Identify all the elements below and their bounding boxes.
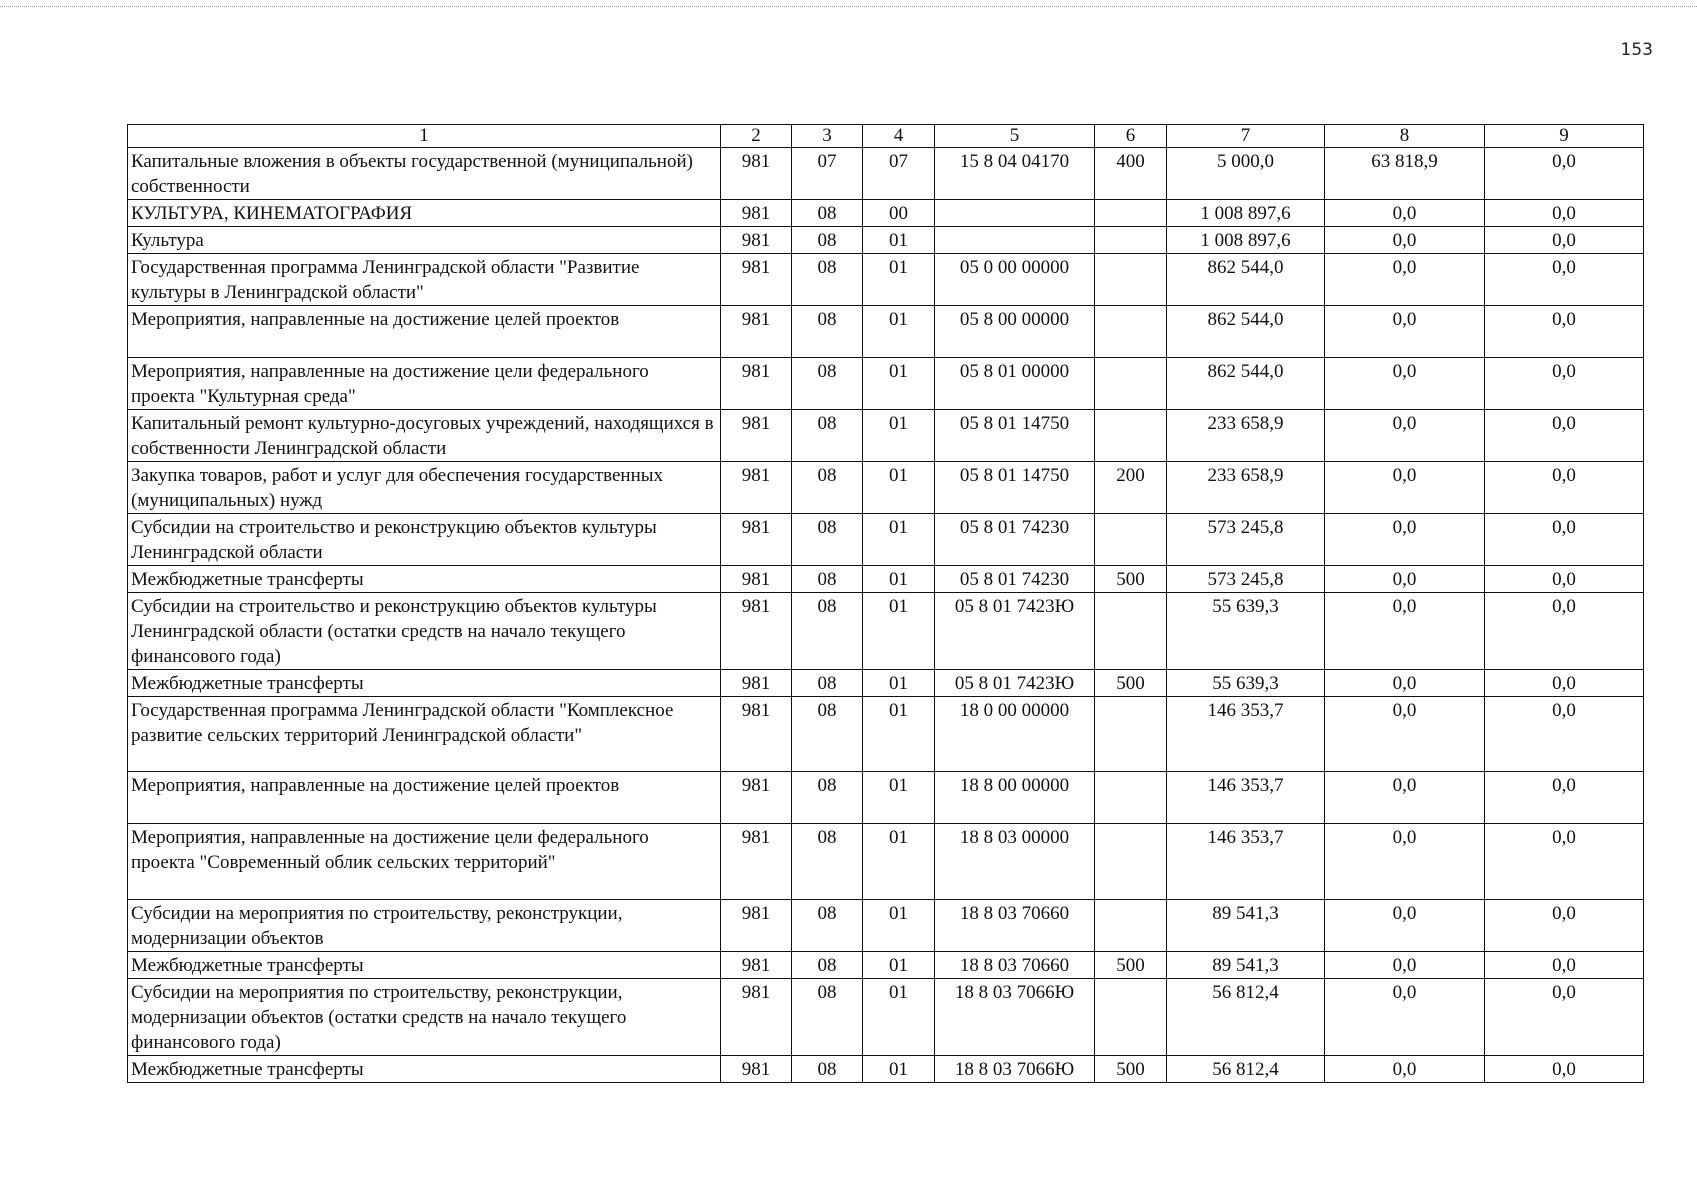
cell-ministry: 981 <box>721 306 792 358</box>
column-header: 5 <box>935 125 1095 148</box>
cell-amount-7: 146 353,7 <box>1167 697 1325 772</box>
cell-amount-8: 0,0 <box>1325 227 1485 254</box>
column-header: 8 <box>1325 125 1485 148</box>
cell-section: 08 <box>792 1056 863 1083</box>
column-header: 7 <box>1167 125 1325 148</box>
cell-expense-type <box>1095 358 1167 410</box>
cell-amount-7: 56 812,4 <box>1167 979 1325 1056</box>
cell-amount-8: 63 818,9 <box>1325 148 1485 200</box>
cell-subsection: 07 <box>863 148 935 200</box>
cell-subsection: 01 <box>863 824 935 900</box>
cell-target-article: 05 8 01 74230 <box>935 566 1095 593</box>
cell-subsection: 01 <box>863 462 935 514</box>
cell-amount-9: 0,0 <box>1485 670 1644 697</box>
row-name: Межбюджетные трансферты <box>128 670 721 697</box>
cell-expense-type: 500 <box>1095 670 1167 697</box>
cell-section: 07 <box>792 148 863 200</box>
cell-subsection: 01 <box>863 772 935 824</box>
cell-amount-9: 0,0 <box>1485 462 1644 514</box>
cell-expense-type <box>1095 824 1167 900</box>
cell-amount-9: 0,0 <box>1485 358 1644 410</box>
cell-expense-type <box>1095 772 1167 824</box>
cell-subsection: 01 <box>863 306 935 358</box>
table-row <box>128 254 1644 306</box>
cell-section: 08 <box>792 566 863 593</box>
cell-amount-9: 0,0 <box>1485 593 1644 670</box>
row-name: КУЛЬТУРА, КИНЕМАТОГРАФИЯ <box>128 200 721 227</box>
table-row <box>128 824 1644 900</box>
row-name: Капитальные вложения в объекты государственной (муниципальной) собственности <box>128 148 721 200</box>
cell-subsection: 01 <box>863 254 935 306</box>
cell-amount-9: 0,0 <box>1485 900 1644 952</box>
cell-subsection: 01 <box>863 410 935 462</box>
cell-expense-type: 500 <box>1095 566 1167 593</box>
row-name: Мероприятия, направленные на достижение целей проектов <box>128 306 721 358</box>
table-row <box>128 979 1644 1056</box>
cell-amount-8: 0,0 <box>1325 358 1485 410</box>
cell-amount-9: 0,0 <box>1485 952 1644 979</box>
column-header: 3 <box>792 125 863 148</box>
cell-amount-7: 56 812,4 <box>1167 1056 1325 1083</box>
cell-target-article: 18 8 03 00000 <box>935 824 1095 900</box>
cell-target-article: 18 8 03 70660 <box>935 900 1095 952</box>
cell-subsection: 01 <box>863 900 935 952</box>
cell-ministry: 981 <box>721 593 792 670</box>
cell-expense-type <box>1095 227 1167 254</box>
table-row <box>128 566 1644 593</box>
cell-expense-type: 200 <box>1095 462 1167 514</box>
cell-amount-7: 89 541,3 <box>1167 952 1325 979</box>
cell-ministry: 981 <box>721 200 792 227</box>
cell-amount-9: 0,0 <box>1485 410 1644 462</box>
cell-expense-type <box>1095 200 1167 227</box>
cell-target-article: 18 8 03 7066Ю <box>935 979 1095 1056</box>
cell-subsection: 01 <box>863 514 935 566</box>
cell-ministry: 981 <box>721 514 792 566</box>
cell-section: 08 <box>792 462 863 514</box>
cell-ministry: 981 <box>721 148 792 200</box>
row-name: Мероприятия, направленные на достижение целей проектов <box>128 772 721 824</box>
table-row <box>128 306 1644 358</box>
cell-subsection: 01 <box>863 979 935 1056</box>
cell-target-article: 05 8 01 74230 <box>935 514 1095 566</box>
cell-expense-type <box>1095 410 1167 462</box>
cell-amount-9: 0,0 <box>1485 772 1644 824</box>
cell-target-article: 18 8 03 7066Ю <box>935 1056 1095 1083</box>
cell-amount-8: 0,0 <box>1325 306 1485 358</box>
table-row <box>128 900 1644 952</box>
cell-target-article: 05 8 01 14750 <box>935 410 1095 462</box>
cell-expense-type <box>1095 514 1167 566</box>
cell-amount-8: 0,0 <box>1325 979 1485 1056</box>
row-name: Государственная программа Ленинградской области "Развитие культуры в Ленинградской области" <box>128 254 721 306</box>
row-name: Культура <box>128 227 721 254</box>
row-name: Межбюджетные трансферты <box>128 1056 721 1083</box>
cell-target-article: 05 8 01 14750 <box>935 462 1095 514</box>
table-row <box>128 227 1644 254</box>
row-name: Субсидии на строительство и реконструкцию объектов культуры Ленинградской области (остатки средств на начало текущего финансового года) <box>128 593 721 670</box>
cell-expense-type: 500 <box>1095 952 1167 979</box>
cell-target-article: 15 8 04 04170 <box>935 148 1095 200</box>
cell-amount-9: 0,0 <box>1485 514 1644 566</box>
row-name: Мероприятия, направленные на достижение цели федерального проекта "Современный облик сельских территорий" <box>128 824 721 900</box>
cell-amount-7: 1 008 897,6 <box>1167 200 1325 227</box>
cell-subsection: 01 <box>863 358 935 410</box>
cell-section: 08 <box>792 306 863 358</box>
cell-section: 08 <box>792 670 863 697</box>
cell-amount-8: 0,0 <box>1325 697 1485 772</box>
table-row <box>128 148 1644 200</box>
cell-expense-type <box>1095 593 1167 670</box>
cell-expense-type <box>1095 900 1167 952</box>
table-row <box>128 670 1644 697</box>
cell-subsection: 01 <box>863 670 935 697</box>
cell-amount-9: 0,0 <box>1485 979 1644 1056</box>
cell-section: 08 <box>792 952 863 979</box>
cell-amount-8: 0,0 <box>1325 900 1485 952</box>
table-row <box>128 1056 1644 1083</box>
cell-expense-type: 400 <box>1095 148 1167 200</box>
cell-amount-8: 0,0 <box>1325 772 1485 824</box>
cell-amount-9: 0,0 <box>1485 824 1644 900</box>
cell-amount-8: 0,0 <box>1325 254 1485 306</box>
cell-ministry: 981 <box>721 824 792 900</box>
cell-amount-8: 0,0 <box>1325 1056 1485 1083</box>
row-name: Субсидии на мероприятия по строительству, реконструкции, модернизации объектов (остатки средств на начало текущего финансового года) <box>128 979 721 1056</box>
row-name: Субсидии на мероприятия по строительству, реконструкции, модернизации объектов <box>128 900 721 952</box>
column-header: 4 <box>863 125 935 148</box>
cell-target-article: 18 8 00 00000 <box>935 772 1095 824</box>
cell-target-article: 18 8 03 70660 <box>935 952 1095 979</box>
cell-ministry: 981 <box>721 254 792 306</box>
cell-subsection: 01 <box>863 1056 935 1083</box>
cell-section: 08 <box>792 410 863 462</box>
cell-ministry: 981 <box>721 952 792 979</box>
row-name: Государственная программа Ленинградской области "Комплексное развитие сельских территорий Ленинградской области" <box>128 697 721 772</box>
cell-expense-type <box>1095 697 1167 772</box>
cell-section: 08 <box>792 900 863 952</box>
cell-target-article: 05 8 01 7423Ю <box>935 670 1095 697</box>
cell-ministry: 981 <box>721 697 792 772</box>
cell-target-article: 05 8 00 00000 <box>935 306 1095 358</box>
table-row <box>128 772 1644 824</box>
cell-target-article <box>935 200 1095 227</box>
cell-amount-7: 146 353,7 <box>1167 772 1325 824</box>
cell-subsection: 01 <box>863 566 935 593</box>
cell-section: 08 <box>792 514 863 566</box>
cell-amount-9: 0,0 <box>1485 306 1644 358</box>
cell-amount-9: 0,0 <box>1485 200 1644 227</box>
cell-ministry: 981 <box>721 566 792 593</box>
cell-amount-7: 233 658,9 <box>1167 462 1325 514</box>
cell-amount-7: 233 658,9 <box>1167 410 1325 462</box>
cell-ministry: 981 <box>721 410 792 462</box>
table-row <box>128 593 1644 670</box>
table-row <box>128 358 1644 410</box>
cell-subsection: 01 <box>863 593 935 670</box>
row-name: Межбюджетные трансферты <box>128 952 721 979</box>
row-name: Капитальный ремонт культурно-досуговых учреждений, находящихся в собственности Ленинградской области <box>128 410 721 462</box>
cell-amount-8: 0,0 <box>1325 514 1485 566</box>
cell-amount-7: 573 245,8 <box>1167 566 1325 593</box>
cell-amount-7: 55 639,3 <box>1167 593 1325 670</box>
cell-expense-type <box>1095 306 1167 358</box>
cell-section: 08 <box>792 593 863 670</box>
cell-amount-8: 0,0 <box>1325 952 1485 979</box>
column-header: 1 <box>128 125 721 148</box>
table-row <box>128 697 1644 772</box>
cell-amount-9: 0,0 <box>1485 254 1644 306</box>
cell-amount-8: 0,0 <box>1325 410 1485 462</box>
cell-expense-type <box>1095 254 1167 306</box>
cell-amount-8: 0,0 <box>1325 824 1485 900</box>
cell-section: 08 <box>792 824 863 900</box>
cell-section: 08 <box>792 358 863 410</box>
cell-ministry: 981 <box>721 1056 792 1083</box>
table-row <box>128 462 1644 514</box>
cell-subsection: 00 <box>863 200 935 227</box>
cell-ministry: 981 <box>721 900 792 952</box>
table-row <box>128 200 1644 227</box>
column-header: 9 <box>1485 125 1644 148</box>
cell-ministry: 981 <box>721 772 792 824</box>
cell-amount-8: 0,0 <box>1325 593 1485 670</box>
cell-section: 08 <box>792 772 863 824</box>
cell-amount-7: 862 544,0 <box>1167 358 1325 410</box>
cell-expense-type: 500 <box>1095 1056 1167 1083</box>
cell-target-article: 18 0 00 00000 <box>935 697 1095 772</box>
table-row <box>128 514 1644 566</box>
table-body <box>128 125 1644 1083</box>
cell-subsection: 01 <box>863 227 935 254</box>
table-row <box>128 952 1644 979</box>
cell-ministry: 981 <box>721 979 792 1056</box>
cell-amount-9: 0,0 <box>1485 227 1644 254</box>
cell-expense-type <box>1095 979 1167 1056</box>
cell-section: 08 <box>792 227 863 254</box>
cell-section: 08 <box>792 200 863 227</box>
cell-amount-7: 5 000,0 <box>1167 148 1325 200</box>
cell-amount-9: 0,0 <box>1485 697 1644 772</box>
cell-ministry: 981 <box>721 227 792 254</box>
column-header: 6 <box>1095 125 1167 148</box>
cell-amount-8: 0,0 <box>1325 566 1485 593</box>
cell-amount-8: 0,0 <box>1325 462 1485 514</box>
cell-subsection: 01 <box>863 952 935 979</box>
cell-amount-7: 573 245,8 <box>1167 514 1325 566</box>
cell-target-article: 05 8 01 00000 <box>935 358 1095 410</box>
cell-ministry: 981 <box>721 462 792 514</box>
cell-section: 08 <box>792 979 863 1056</box>
row-name: Мероприятия, направленные на достижение цели федерального проекта "Культурная среда" <box>128 358 721 410</box>
cell-amount-8: 0,0 <box>1325 670 1485 697</box>
cell-target-article: 05 0 00 00000 <box>935 254 1095 306</box>
cell-amount-9: 0,0 <box>1485 148 1644 200</box>
cell-ministry: 981 <box>721 670 792 697</box>
table-header-row <box>128 125 1644 148</box>
cell-amount-7: 862 544,0 <box>1167 306 1325 358</box>
cell-subsection: 01 <box>863 697 935 772</box>
column-header: 2 <box>721 125 792 148</box>
row-name: Субсидии на строительство и реконструкцию объектов культуры Ленинградской области <box>128 514 721 566</box>
cell-amount-7: 862 544,0 <box>1167 254 1325 306</box>
cell-section: 08 <box>792 697 863 772</box>
cell-section: 08 <box>792 254 863 306</box>
table-row <box>128 410 1644 462</box>
row-name: Закупка товаров, работ и услуг для обеспечения государственных (муниципальных) нужд <box>128 462 721 514</box>
cell-amount-9: 0,0 <box>1485 566 1644 593</box>
cell-ministry: 981 <box>721 358 792 410</box>
budget-table <box>127 124 1644 1083</box>
cell-target-article: 05 8 01 7423Ю <box>935 593 1095 670</box>
cell-amount-8: 0,0 <box>1325 200 1485 227</box>
cell-target-article <box>935 227 1095 254</box>
row-name: Межбюджетные трансферты <box>128 566 721 593</box>
scan-top-edge <box>0 6 1697 7</box>
cell-amount-7: 89 541,3 <box>1167 900 1325 952</box>
page-number: 153 <box>1620 40 1653 60</box>
cell-amount-7: 1 008 897,6 <box>1167 227 1325 254</box>
cell-amount-7: 55 639,3 <box>1167 670 1325 697</box>
cell-amount-7: 146 353,7 <box>1167 824 1325 900</box>
cell-amount-9: 0,0 <box>1485 1056 1644 1083</box>
